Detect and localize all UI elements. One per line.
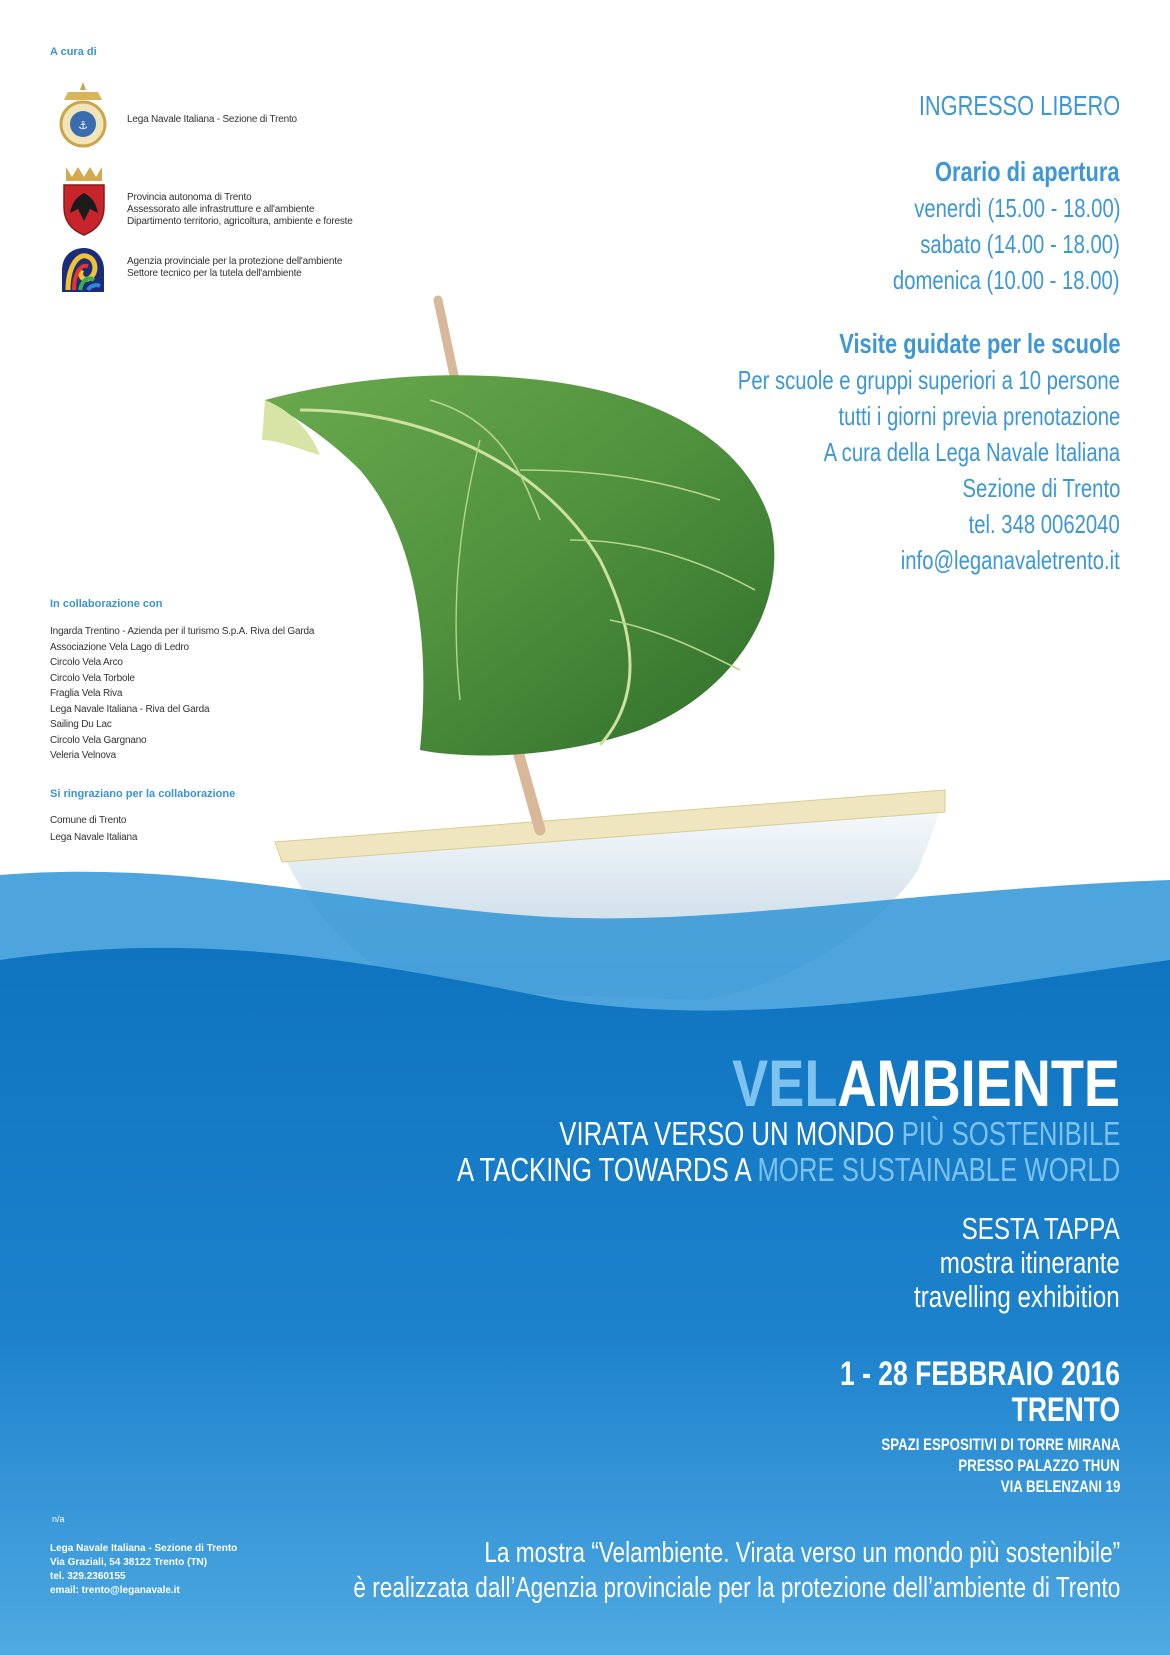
subtitle-english [457,1152,1120,1188]
subtitle-english-b: MORE SUSTAINABLE WORLD [757,1151,1120,1188]
title-ambiente: AMBIENTE [837,1046,1120,1120]
tours-line-1: Per scuole e gruppi superiori a 10 persone [737,365,1120,395]
list-item: Comune di Trento [50,815,127,826]
stage-line-1: mostra itinerante [939,1245,1120,1280]
tours-line-3: A cura della Lega Navale Italiana [823,437,1120,467]
list-item: Associazione Vela Lago di Ledro [50,641,189,653]
leaf-sail [262,375,774,755]
footer-contact [50,1542,237,1598]
exhibition-title [647,1048,1120,1118]
thanks-list [50,812,137,846]
hours-title: Orario di apertura [935,156,1120,187]
city: TRENTO [1011,1391,1120,1429]
contact-line: email: trento@leganavale.it [50,1585,180,1596]
list-item: Lega Navale Italiana [50,832,138,843]
venue-line-2: PRESSO PALAZZO THUN [958,1456,1120,1475]
collaboration-list [50,624,314,764]
list-item: Lega Navale Italiana - Riva del Garda [50,703,210,715]
list-item: Circolo Vela Gargnano [50,734,147,746]
date-range: 1 - 28 FEBBRAIO 2016 [839,1355,1120,1393]
tours-email[interactable]: info@leganavaletrento.it [900,545,1120,575]
organizers-label: A cura di [50,46,97,58]
trento-province-coat-icon [58,163,110,242]
hours-saturday: sabato (14.00 - 18.00) [920,229,1120,259]
footer-note-line-1: La mostra “Velambiente. Virata verso un mondo più sostenibile” [484,1537,1120,1569]
list-item: Sailing Du Lac [50,719,112,730]
list-item: Ingarda Trentino - Azienda per il turismo S.p.A. Riva del Garda [50,626,315,637]
appa-spiral-logo-icon [58,246,108,299]
subtitle-italian-b: PIÙ SOSTENIBILE [901,1115,1120,1152]
tours-phone: tel. 348 0062040 [968,509,1120,539]
organizer-provincia: Provincia autonoma di Trento Assessorato alle infrastrutture e all'ambiente Dipartimento territorio, agricoltura, ambiente e foreste [127,192,353,227]
tours-line-4: Sezione di Trento [962,473,1120,503]
lega-navale-emblem-icon [58,80,108,157]
list-item: Veleria Velnova [50,750,116,761]
venue-line-1: SPAZI ESPOSITIVI DI TORRE MIRANA [881,1435,1120,1454]
organizer-appa: Agenzia provinciale per la protezione dell'ambiente Settore tecnico per la tutela dell'ambiente [127,256,343,279]
list-item: Circolo Vela Torbole [50,672,135,684]
contact-line: tel. 329.2360155 [50,1571,126,1582]
tours-line-2: tutti i giorni previa prenotazione [838,401,1120,431]
free-entry: INGRESSO LIBERO [918,90,1120,121]
hours-friday: venerdì (15.00 - 18.00) [913,193,1120,223]
footer-mark: n/a [52,1514,65,1524]
collaboration-label: In collaborazione con [50,598,163,610]
subtitle-italian-a: VIRATA VERSO UN MONDO [558,1115,902,1152]
title-vel: VEL [732,1046,838,1120]
thanks-label: Si ringraziano per la collaborazione [50,788,236,800]
stage-title: SESTA TAPPA [961,1211,1120,1246]
hours-sunday: domenica (10.00 - 18.00) [893,265,1120,295]
contact-line: Via Graziali, 54 38122 Trento (TN) [50,1557,208,1568]
contact-line: Lega Navale Italiana - Sezione di Trento [50,1543,238,1554]
subtitle-english-a: A TACKING TOWARDS A [456,1151,758,1188]
venue-line-3: VIA BELENZANI 19 [1000,1477,1120,1496]
organizer-lega-navale: Lega Navale Italiana - Sezione di Trento [127,114,297,125]
list-item: Circolo Vela Arco [50,657,123,668]
subtitle-italian [559,1116,1120,1152]
tours-title: Visite guidate per le scuole [838,328,1120,359]
list-item: Fraglia Vela Riva [50,688,123,699]
stage-line-2: travelling exhibition [914,1279,1120,1314]
footer-note-line-2: è realizzata dall’Agenzia provinciale per la protezione dell’ambiente di Trento [352,1572,1120,1604]
svg-text:⚓: ⚓ [78,119,88,132]
